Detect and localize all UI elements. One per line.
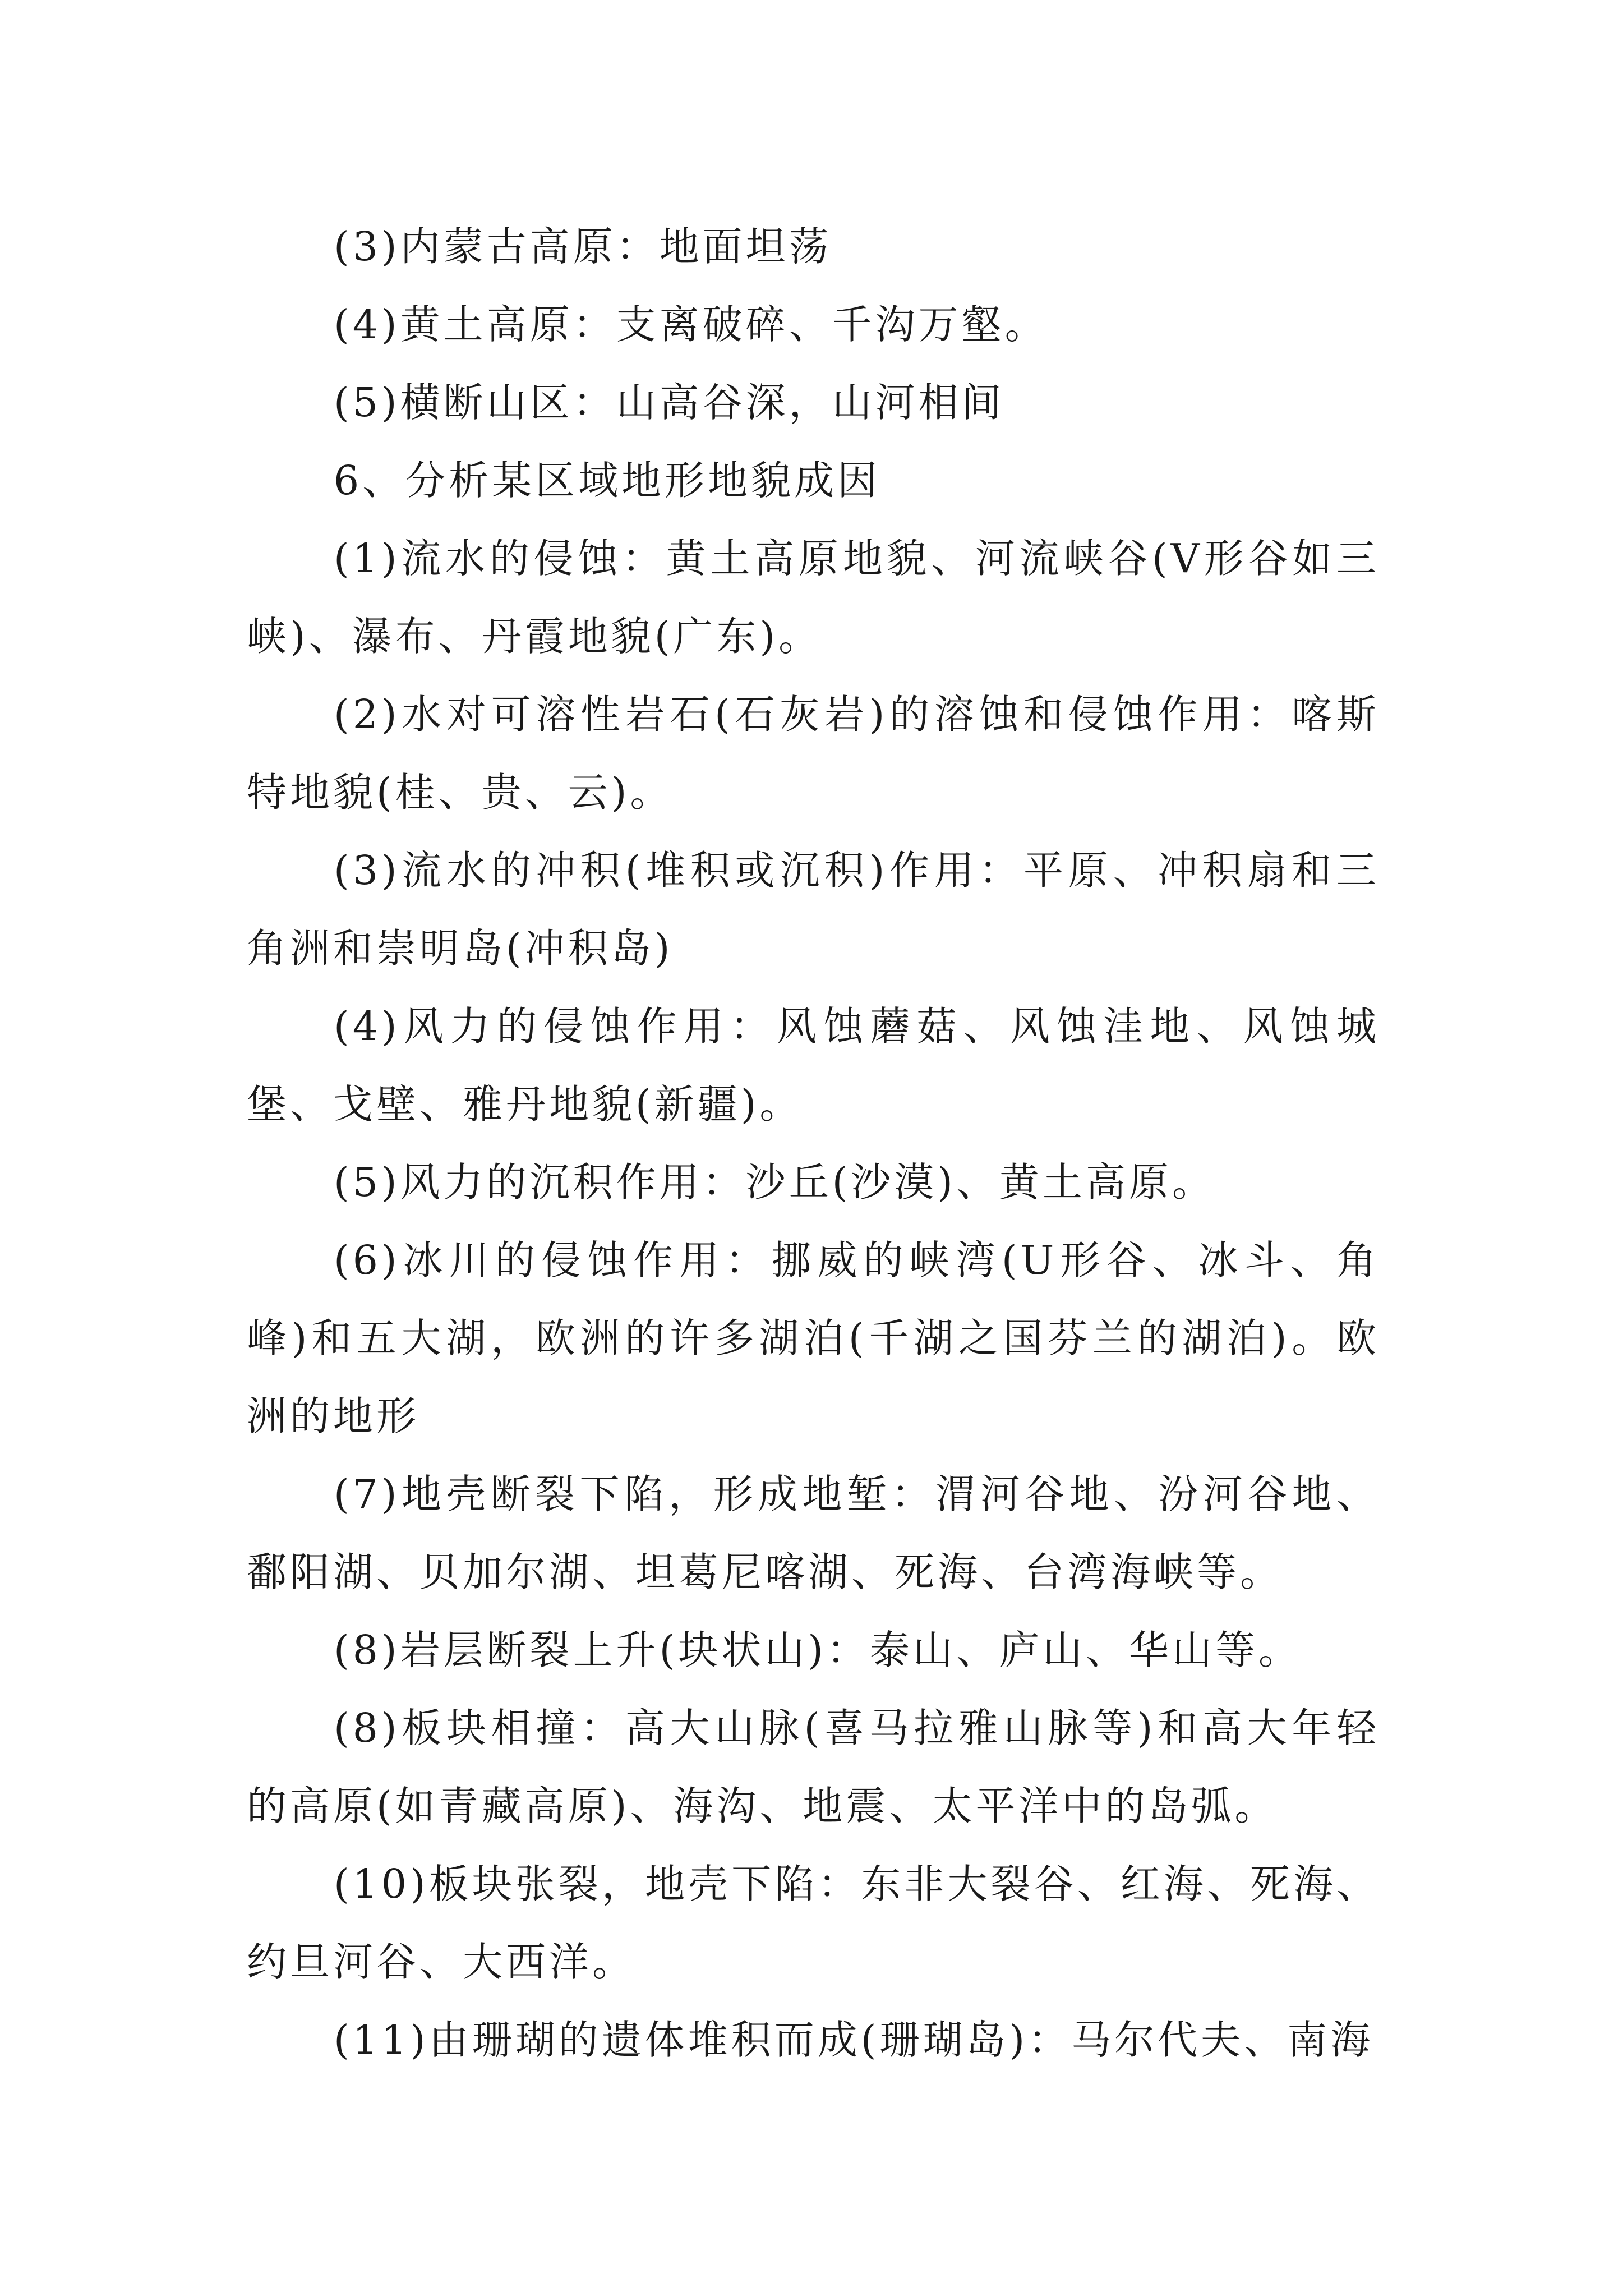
paragraph-block-mountains: (8)岩层断裂上升(块状山)：泰山、庐山、华山等。	[334, 1627, 1302, 1673]
document-body	[247, 208, 1380, 2079]
paragraph-fluvial-deposition: (3)流水的冲积(堆积或沉积)作用：平原、冲积扇和三角洲和崇明岛(冲积岛)	[247, 847, 1380, 972]
paragraph-graben: (7)地壳断裂下陷，形成地堑：渭河谷地、汾河谷地、鄱阳湖、贝加尔湖、坦葛尼喀湖、死海、台湾海峡等。	[247, 1471, 1380, 1595]
paragraph-wind-erosion: (4)风力的侵蚀作用：风蚀蘑菇、风蚀洼地、风蚀城堡、戈壁、雅丹地貌(新疆)。	[247, 1003, 1380, 1128]
paragraph-hengduan-mountains: (5)横断山区：山高谷深，山河相间	[334, 379, 1005, 426]
paragraph-loess-plateau: (4)黄土高原：支离破碎、千沟万壑。	[334, 301, 1048, 348]
paragraph-water-erosion: (1)流水的侵蚀：黄土高原地貌、河流峡谷(V形谷如三峡)、瀑布、丹霞地貌(广东)。	[247, 535, 1380, 660]
paragraph-plate-collision: (8)板块相撞：高大山脉(喜马拉雅山脉等)和高大年轻的高原(如青藏高原)、海沟、地震、太平洋中的岛弧。	[247, 1705, 1380, 1829]
paragraph-karst: (2)水对可溶性岩石(石灰岩)的溶蚀和侵蚀作用：喀斯特地貌(桂、贵、云)。	[247, 691, 1380, 816]
paragraph-plate-rifting: (10)板块张裂，地壳下陷：东非大裂谷、红海、死海、约旦河谷、大西洋。	[247, 1861, 1380, 1985]
paragraph-wind-deposition: (5)风力的沉积作用：沙丘(沙漠)、黄土高原。	[334, 1159, 1215, 1205]
paragraph-inner-mongolia-plateau: (3)内蒙古高原：地面坦荡	[334, 223, 832, 270]
section-heading-landform-causes: 6、分析某区域地形地貌成因	[334, 457, 881, 504]
paragraph-coral-islands: (11)由珊瑚的遗体堆积而成(珊瑚岛)：马尔代夫、南海	[334, 2017, 1374, 2063]
paragraph-glacial-erosion: (6)冰川的侵蚀作用：挪威的峡湾(U形谷、冰斗、角峰)和五大湖，欧洲的许多湖泊(千湖之国芬兰的湖泊)。欧洲的地形	[247, 1237, 1380, 1439]
